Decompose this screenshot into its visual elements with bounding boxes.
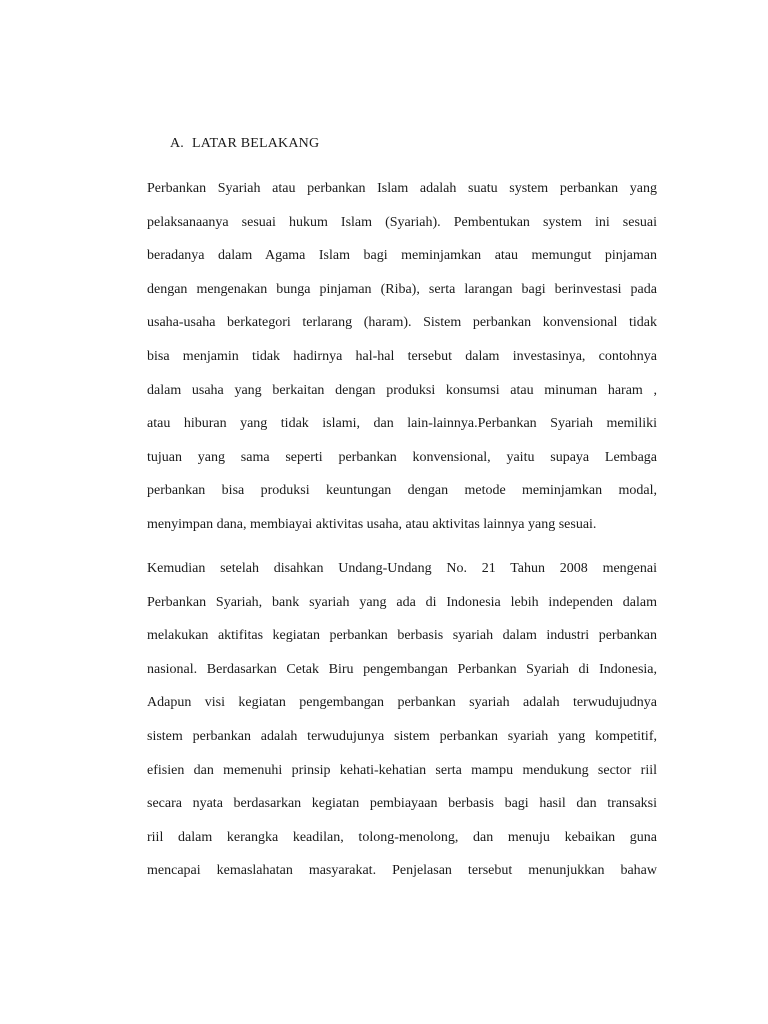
paragraph-line: Perbankan Syariah atau perbankan Islam adalah suatu system perbankan yang <box>147 181 657 196</box>
paragraph-line: sistem perbankan adalah terwudujunya sistem perbankan syariah yang kompetitif, <box>147 728 657 744</box>
paragraph-line: nasional. Berdasarkan Cetak Biru pengembangan Perbankan Syariah di Indonesia, <box>147 661 657 677</box>
paragraph-line: menyimpan dana, membiayai aktivitas usaha, atau aktivitas lainnya yang sesuai. <box>147 516 597 532</box>
paragraph-line: Adapun visi kegiatan pengembangan perbankan syariah adalah terwudujudnya <box>147 695 657 711</box>
paragraph-line: dalam usaha yang berkaitan dengan produksi konsumsi atau minuman haram , <box>147 382 657 398</box>
section-marker: A. <box>170 136 185 151</box>
paragraph-line: pelaksanaanya sesuai hukum Islam (Syariah). Pembentukan system ini sesuai <box>147 214 657 230</box>
paragraph-line: tujuan yang sama seperti perbankan konvensional, yaitu supaya Lembaga <box>147 449 657 465</box>
paragraph-line: secara nyata berdasarkan kegiatan pembiayaan berbasis bagi hasil dan transaksi <box>147 796 657 812</box>
paragraph-line: perbankan bisa produksi keuntungan dengan metode meminjamkan modal, <box>147 483 657 499</box>
paragraph-line: dengan mengenakan bunga pinjaman (Riba), serta larangan bagi berinvestasi pada <box>147 281 657 297</box>
paragraph-line: efisien dan memenuhi prinsip kehati-kehatian serta mampu mendukung sector riil <box>147 762 657 778</box>
paragraph-2 <box>147 552 657 888</box>
paragraph-line: atau hiburan yang tidak islami, dan lain-lainnya.Perbankan Syariah memiliki <box>147 416 657 432</box>
paragraph-line: usaha-usaha berkategori terlarang (haram). Sistem perbankan konvensional tidak <box>147 315 657 331</box>
paragraph-line: beradanya dalam Agama Islam bagi meminjamkan atau memungut pinjaman <box>147 248 657 264</box>
section-title: LATAR BELAKANG <box>192 136 320 151</box>
paragraph-line: melakukan aktifitas kegiatan perbankan berbasis syariah dalam industri perbankan <box>147 628 657 644</box>
paragraph-line: riil dalam kerangka keadilan, tolong-menolong, dan menuju kebaikan guna <box>147 829 657 845</box>
paragraph-line: mencapai kemaslahatan masyarakat. Penjelasan tersebut menunjukkan bahaw <box>147 863 657 879</box>
paragraph-line: bisa menjamin tidak hadirnya hal-hal tersebut dalam investasinya, contohnya <box>147 348 657 364</box>
paragraph-1 <box>147 172 657 542</box>
section-heading <box>170 136 319 152</box>
paragraph-line: Kemudian setelah disahkan Undang-Undang No. 21 Tahun 2008 mengenai <box>147 561 657 576</box>
paragraph-line: Perbankan Syariah, bank syariah yang ada di Indonesia lebih independen dalam <box>147 594 657 610</box>
